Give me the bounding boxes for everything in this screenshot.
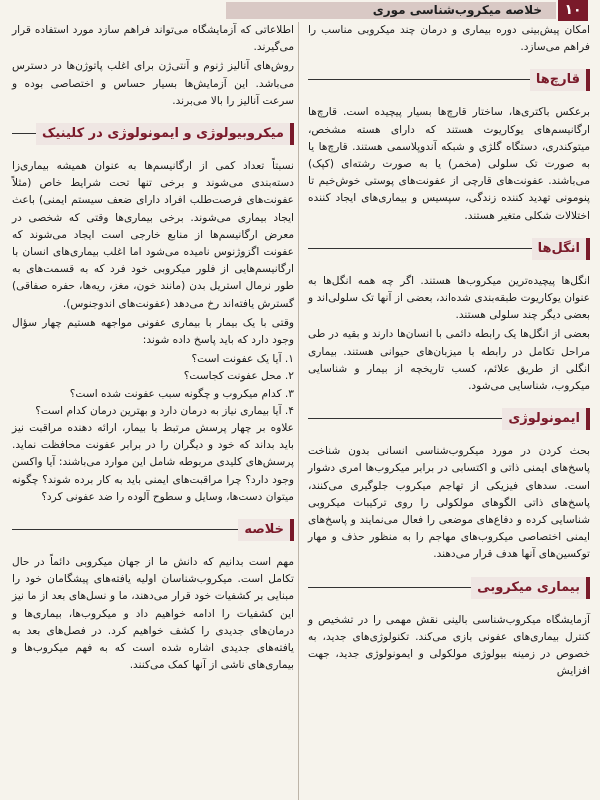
section-heading-parasites: [308, 233, 590, 263]
heading-box: [532, 238, 590, 260]
paragraph: وقتی با یک بیمار با بیماری عفونی مواجهه هستیم چهار سؤال وجود دارد که باید پاسخ داده شوند:: [12, 316, 294, 347]
question-list: [12, 351, 294, 420]
intro-paragraph: روش‌های آنالیز ژنوم و آنتی‌ژن برای اغلب پاتوژن‌ها در دسترس می‌باشد. این آزمایش‌ها بسیار حساس و اختصاصی بوده و سرعت آنالیز را بالا می‌برند.: [12, 60, 294, 107]
paragraph: انگل‌ها پیچیده‌ترین میکروب‌ها هستند. اگر چه همه انگل‌ها به عنوان یوکاریوت طبقه‌بندی شده‌اند، بعضی از آنها تک سلولی‌اند و بعضی دیگر چند سلولی هستند.: [308, 274, 590, 322]
section-heading-microbiology-in-clinic: [12, 118, 294, 148]
section-heading-fungi: [308, 64, 590, 94]
heading-text: خلاصه: [244, 522, 284, 538]
paragraph: علاوه بر چهار پرسش مرتبط با بیمار، ارائه دهنده مراقبت نیز باید بداند که خود و دیگران را در برابر عفونت محافظت نماید. پرسش‌های کلیدی مربوطه شامل این موارد می‌باشند: آیا واکسن وجود دارد؟ چرا مراقبت‌های ایمنی باید به کار برده شوند؟ چگونه میتوان دست‌ها، وسایل و سطوح آلوده را ضد عفونی کرد؟: [12, 422, 294, 503]
heading-text: میکروبیولوژی و ایمونولوژی در کلینیک: [42, 126, 284, 142]
heading-text: ایمونولوژی: [508, 411, 580, 427]
intro-paragraph: امکان پیش‌بینی دوره بیماری و درمان چند میکروبی مناسب را فراهم می‌سازد.: [308, 24, 590, 54]
heading-box: [530, 69, 590, 91]
section-heading-immunology: [308, 403, 590, 433]
running-title: خلاصه میکروب‌شناسی موری: [372, 3, 542, 17]
left-column: [12, 22, 294, 677]
heading-text: بیماری میکروبی: [477, 579, 580, 595]
heading-box: [471, 577, 590, 599]
column-divider: [298, 22, 299, 800]
section-heading-microbial-disease: [308, 572, 590, 602]
paragraph: مهم است بدانیم که دانش ما از جهان میکروبی دائماً در حال تکامل است. میکروب‌شناسان اولیه یافته‌های پیشگامان خود را مبنایی بر کشفیات خود قرار می‌دهند، ما و نسل‌های بعد از ما نیز این کشفیات را ادامه خواهیم داد و میکروب‌ها، بیماری‌ها و درمان‌های جدیدی را کشف خواهیم کرد. در فصل‌های بعد به یافته‌های جدیدی اشاره شده است که به فهم میکروب‌ها و بیماری‌های ناشی از آنها کمک می‌کنند.: [12, 556, 294, 672]
list-item: ۴. آیا بیماری نیاز به درمان دارد و بهترین درمان کدام است؟: [35, 404, 294, 417]
page-header: [0, 0, 600, 22]
right-column: [308, 22, 590, 682]
page-number: ۱۰: [558, 0, 588, 21]
heading-box: [502, 408, 590, 430]
heading-box: [238, 519, 294, 541]
paragraph: آزمایشگاه میکروب‌شناسی بالینی نقش مهمی را در تشخیص و کنترل بیماری‌های عفونی بازی می‌کند. تکنولوژی‌های جدید، به خصوص در زمینه بیولوژی مولکولی و ایمونولوژی جدید، جهت افزایش: [308, 613, 590, 678]
list-item: ۳. کدام میکروب و چگونه سبب عفونت شده است؟: [69, 387, 294, 400]
heading-text: انگل‌ها: [537, 240, 580, 256]
list-item: ۲. محل عفونت کجاست؟: [183, 370, 294, 383]
heading-box: [36, 123, 294, 145]
paragraph: نسبتاً تعداد کمی از ارگانیسم‌ها به عنوان همیشه بیماری‌زا دسته‌بندی می‌شوند و برخی تنها تحت شرایط خاص (مثلاً عفونت‌های فرصت‌طلب افراد دارای ضعف سیستم ایمنی) باعث ایجاد بیماری می‌شوند. برخی بیماری‌ها وقتی که شخصی در معرض ارگانیسم‌ها از منابع خارجی است ایجاد می‌شوند که عفونت اگزوژنوس نامیده می‌شود اما اغلب بیماری‌های انسان با ارگانیسم‌هایی از فلور میکروبی خود فرد که به قسمت‌های به طور نرمال استریل بدن (مانند خون، مغز، ریه‌ها، حفره صفاقی) گسترش یافته‌اند رخ می‌دهد (عفونت‌های اندوجنوس).: [12, 160, 294, 310]
heading-text: قارچ‌ها: [535, 72, 580, 88]
intro-paragraph: اطلاعاتی که آزمایشگاه می‌تواند فراهم سازد مورد استفاده قرار می‌گیرند.: [12, 24, 294, 54]
list-item: ۱. آیا یک عفونت است؟: [191, 353, 294, 366]
paragraph: برعکس باکتری‌ها، ساختار قارچ‌ها بسیار پیچیده است. قارچ‌ها ارگانیسم‌های یوکاریوت هستند که دارای هسته مشخص، میتوکندری، دستگاه گلژی و شبکه آندوپلاسمی هستند. قارچ‌ها یا به صورت تک سلولی (مخمر) یا به صورت رشته‌ای (کپک) می‌باشند. عفونت‌های قارچی از عفونت‌های پوستی خوش‌خیم تا پنومونی تهدید کننده زندگی، سپسیس و بیماری‌های ایجاد کننده اختلالات شکلی متغیر هستند.: [308, 106, 590, 222]
paragraph: بحث کردن در مورد میکروب‌شناسی انسانی بدون شناخت پاسخ‌های ایمنی ذاتی و اکتسابی در برابر میکروب‌ها امری دشوار است. سدهای فیزیکی از تهاجم میکروب جلوگیری می‌کنند، پاسخ‌های ذاتی الگوهای مولکولی را روی ترکیبات میکروبی شناسایی کرده و دفاع‌های موضعی را فعال می‌نمایند و پاسخ‌های ایمنی اختصاصی میکروب‌های مهاجم را به منظور حذف و مهار توکسین‌های آنها هدف قرار می‌دهند.: [308, 445, 590, 561]
paragraph: بعضی از انگل‌ها یک رابطه دائمی با انسان‌ها دارند و بقیه در طی مراحل تکامل در رابطه با میزبان‌های حیوانی هستند. بیماری انگلی از طریق علائم، کسب تاریخچه از بیمار و شناسایی میکروب، شناسایی می‌شود.: [308, 328, 590, 393]
section-heading-summary: [12, 514, 294, 544]
